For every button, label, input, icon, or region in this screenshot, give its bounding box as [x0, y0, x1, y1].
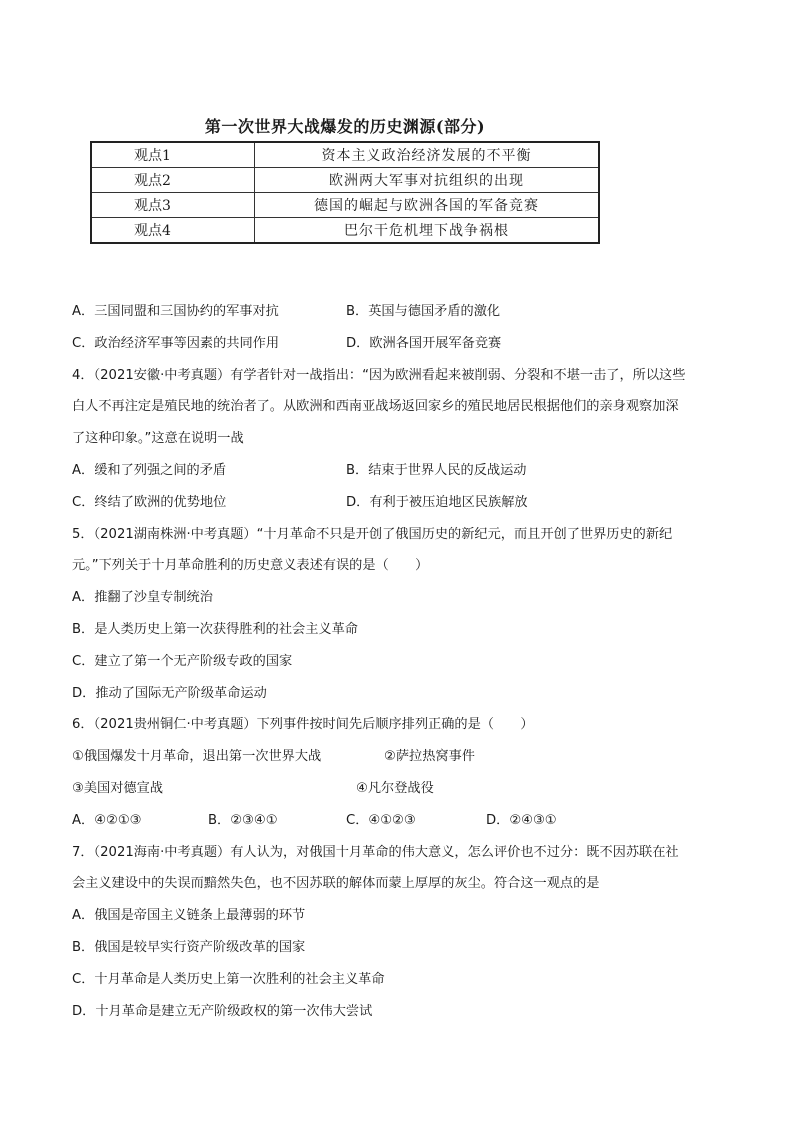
- q5-stem-line1: 5．（2021湖南株洲·中考真题）“十月革命不只是开创了俄国历史的新纪元，而且开创了世界历史的新纪: [72, 527, 673, 542]
- q7-option-c: C．十月革命是人类历史上第一次胜利的社会主义革命: [72, 972, 385, 987]
- q7-option-b: B．俄国是较早实行资产阶级改革的国家: [72, 940, 306, 955]
- q5-option-c: C．建立了第一个无产阶级专政的国家: [72, 654, 293, 669]
- q6-option-d: D．②④③①: [486, 813, 557, 828]
- source-table: [90, 141, 600, 244]
- table-row: [91, 218, 599, 244]
- q6-option-a: A．④②①③: [72, 813, 142, 828]
- row-value: 资本主义政治经济发展的不平衡: [255, 142, 600, 168]
- q4-stem-line3: 了这种印象。”这意在说明一战: [72, 431, 244, 446]
- q3-option-d: D．欧洲各国开展军备竞赛: [346, 336, 502, 351]
- row-key: 观点4: [91, 218, 255, 244]
- q5-option-a: A．推翻了沙皇专制统治: [72, 590, 213, 605]
- q4-stem-line2: 白人不再注定是殖民地的统治者了。从欧洲和西南亚战场返回家乡的殖民地居民根据他们的亲身观察加深: [72, 399, 679, 414]
- row-value: 欧洲两大军事对抗组织的出现: [255, 168, 600, 193]
- row-key: 观点1: [91, 142, 255, 168]
- q5-option-b: B．是人类历史上第一次获得胜利的社会主义革命: [72, 622, 358, 637]
- q6-stem: 6．（2021贵州铜仁·中考真题）下列事件按时间先后顺序排列正确的是（ ）: [72, 717, 534, 732]
- q7-stem-line2: 会主义建设中的失误而黯然失色，也不因苏联的解体而蒙上厚厚的灰尘。符合这一观点的是: [72, 876, 600, 891]
- row-value: 德国的崛起与欧洲各国的军备竞赛: [255, 193, 600, 218]
- q6-event-1: ①俄国爆发十月革命，退出第一次世界大战: [72, 749, 322, 764]
- row-value: 巴尔干危机埋下战争祸根: [255, 218, 600, 244]
- row-key: 观点3: [91, 193, 255, 218]
- table-row: [91, 193, 599, 218]
- q4-option-b: B．结束于世界人民的反战运动: [346, 463, 527, 478]
- table-row: [91, 142, 599, 168]
- q3-option-c: C．政治经济军事等因素的共同作用: [72, 336, 280, 351]
- q3-option-b: B．英国与德国矛盾的激化: [346, 304, 501, 319]
- q6-option-b: B．②③④①: [208, 813, 278, 828]
- q4-stem-line1: 4．（2021安徽·中考真题）有学者针对一战指出：“因为欧洲看起来被削弱、分裂和不堪一击了，所以这些: [72, 368, 686, 383]
- table-row: [91, 168, 599, 193]
- q7-option-d: D．十月革命是建立无产阶级政权的第一次伟大尝试: [72, 1004, 373, 1019]
- row-key: 观点2: [91, 168, 255, 193]
- q3-option-a: A．三国同盟和三国协约的军事对抗: [72, 304, 279, 319]
- q4-option-c: C．终结了欧洲的优势地位: [72, 495, 227, 510]
- q4-option-a: A．缓和了列强之间的矛盾: [72, 463, 227, 478]
- q6-option-c: C．④①②③: [346, 813, 416, 828]
- q6-event-3: ③美国对德宣战: [72, 781, 163, 796]
- q6-event-4: ④凡尔登战役: [356, 781, 434, 796]
- q6-event-2: ②萨拉热窝事件: [384, 749, 475, 764]
- q4-option-d: D．有利于被压迫地区民族解放: [346, 495, 528, 510]
- q5-stem-line2: 元。”下列关于十月革命胜利的历史意义表述有误的是（ ）: [72, 558, 429, 573]
- q5-option-d: D．推动了国际无产阶级革命运动: [72, 686, 267, 701]
- table-title: 第一次世界大战爆发的历史渊源(部分): [204, 117, 486, 136]
- q7-stem-line1: 7．（2021海南·中考真题）有人认为，对俄国十月革命的伟大意义，怎么评价也不过分：既不因苏联在社: [72, 845, 679, 860]
- q7-option-a: A．俄国是帝国主义链条上最薄弱的环节: [72, 908, 306, 923]
